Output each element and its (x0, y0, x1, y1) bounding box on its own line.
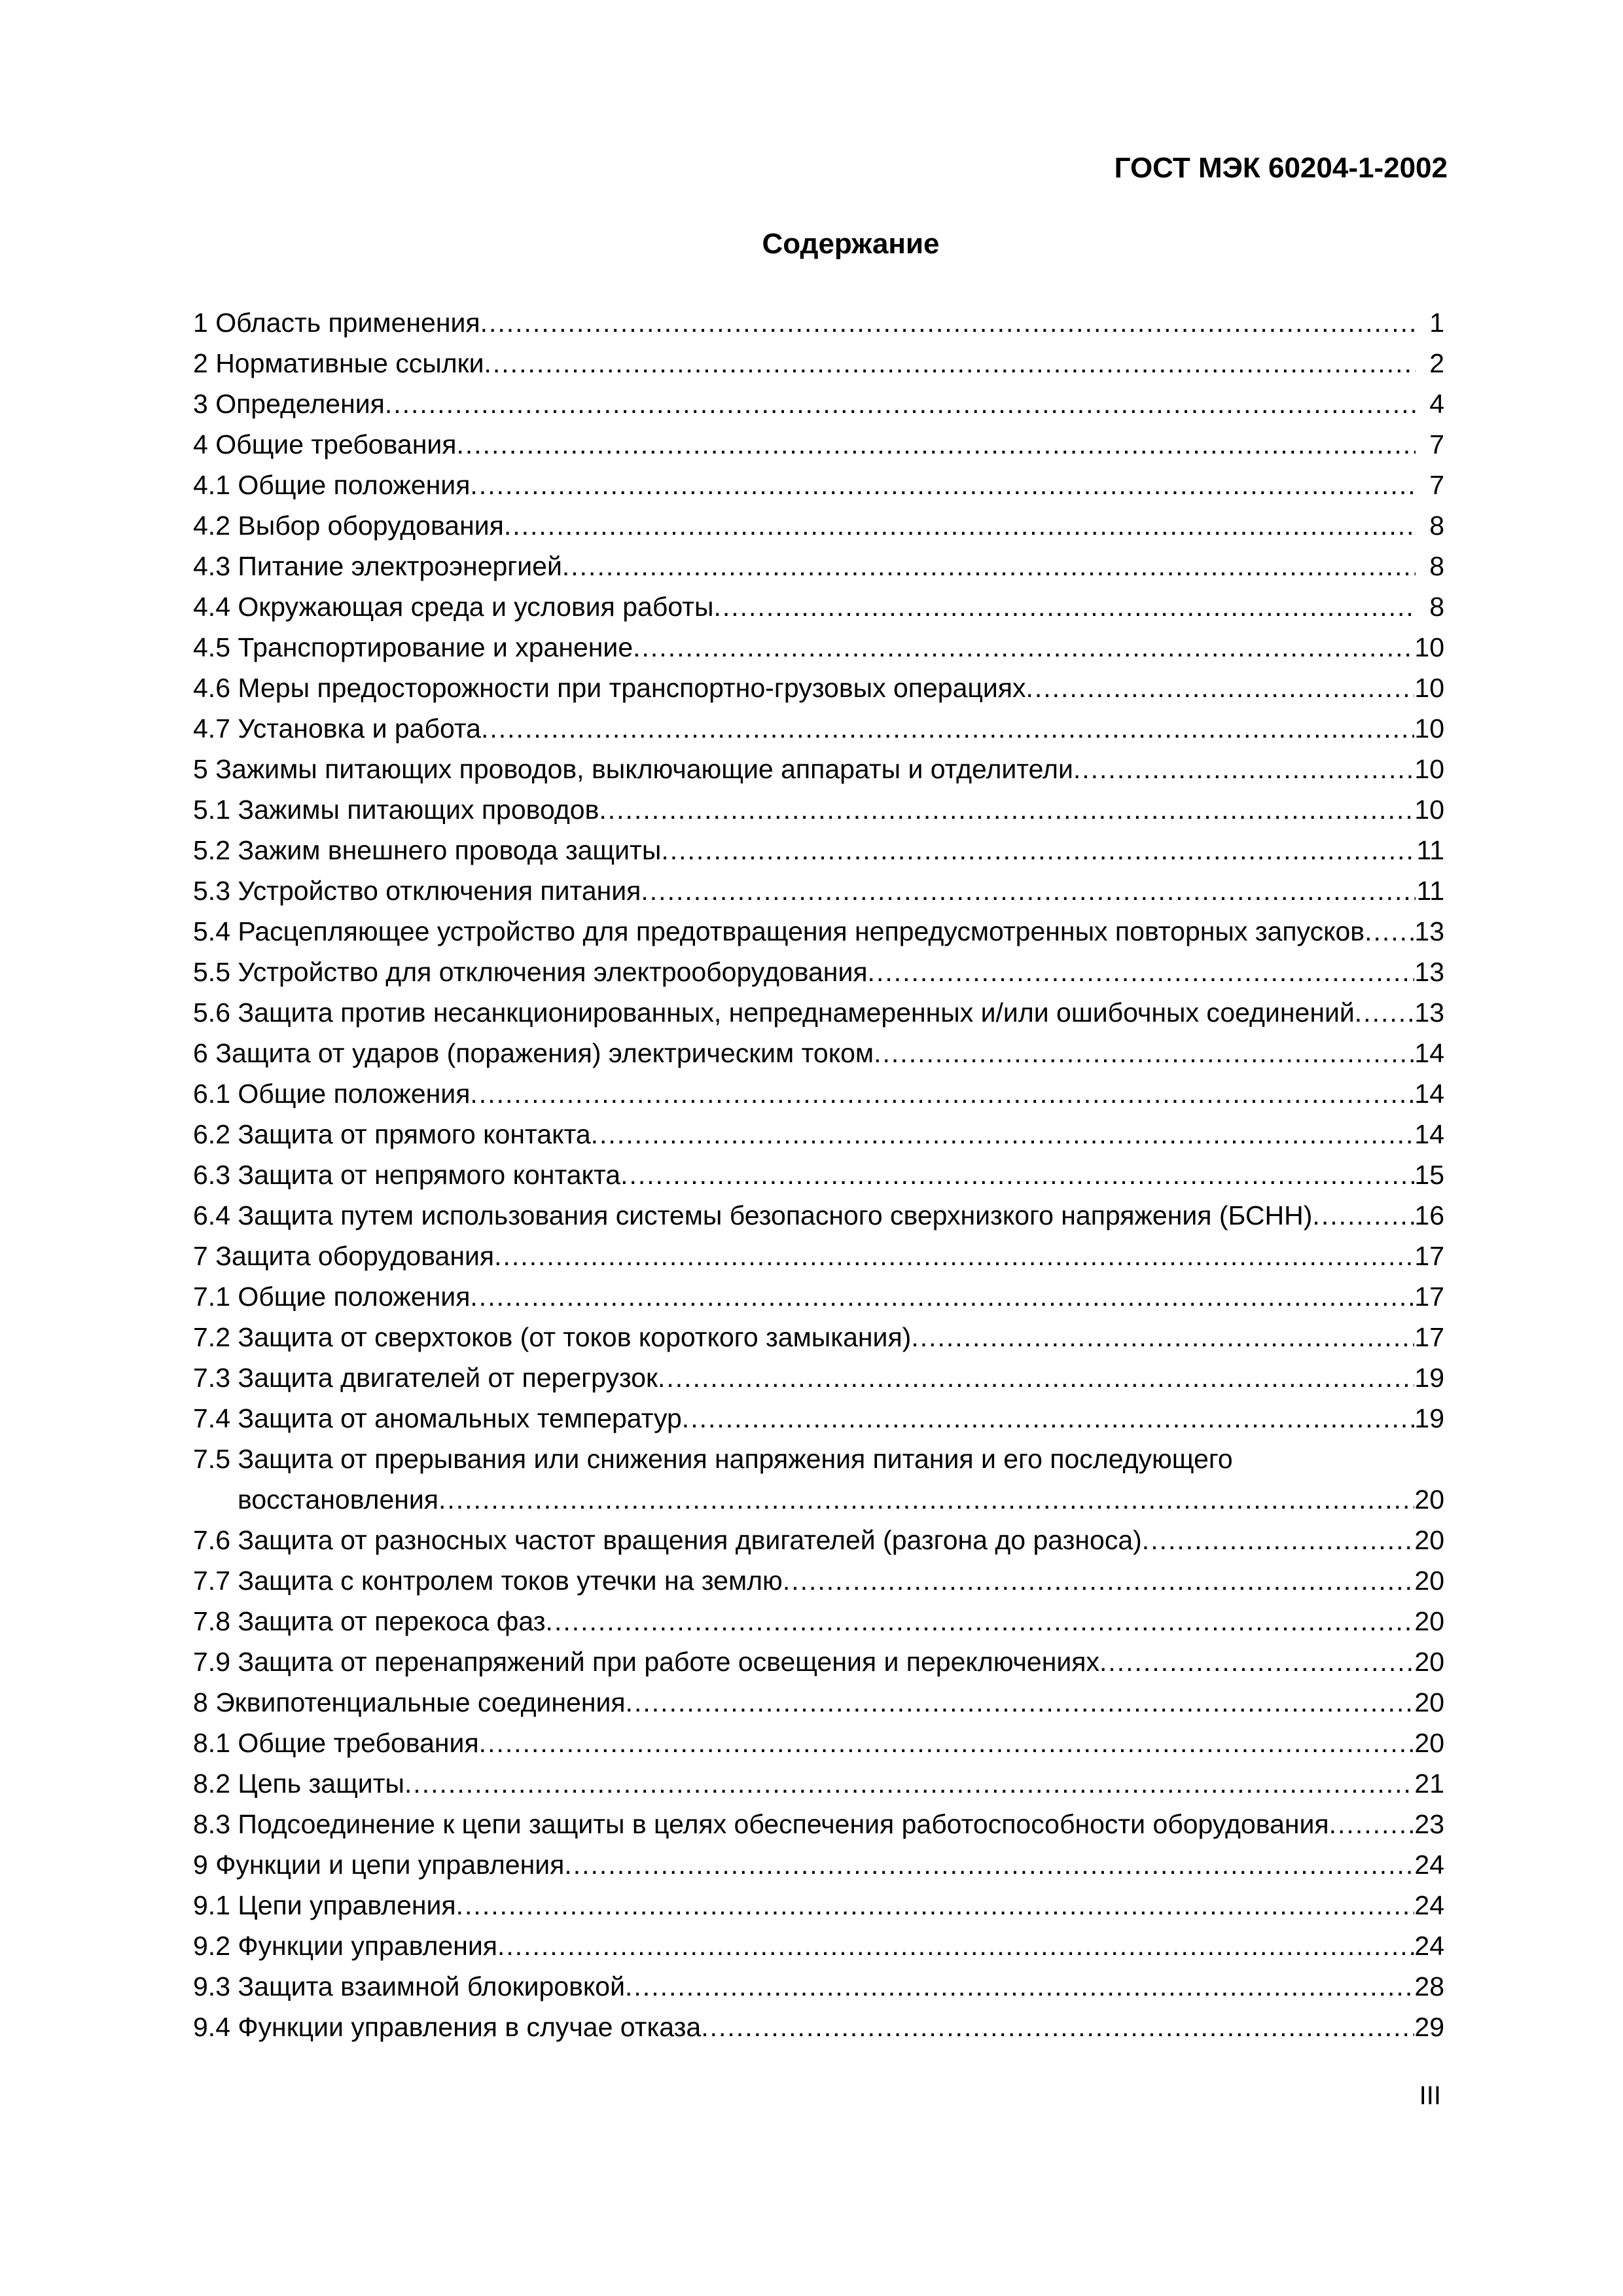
toc-entry-label: 5.3 Устройство отключения питания (193, 876, 641, 906)
toc-entry (193, 992, 1444, 1033)
toc-entry (193, 424, 1444, 465)
toc-row (193, 505, 1444, 546)
toc-dot-leader (470, 1276, 1414, 1317)
toc-entry (193, 1114, 1444, 1155)
toc-dot-leader (497, 1926, 1414, 1966)
toc-entry-page: 23 (1414, 1809, 1444, 1839)
toc-entry (193, 1844, 1444, 1885)
toc-dot-leader (591, 1114, 1415, 1155)
toc-entry-page: 10 (1414, 795, 1444, 825)
toc-entry-label: 7.9 Защита от перенапряжений при работе освещения и переключениях (193, 1647, 1099, 1677)
toc-row (193, 1560, 1444, 1601)
toc-entry-page: 10 (1414, 754, 1444, 784)
toc-entry-label: 3 Определения (193, 389, 385, 419)
toc-entry-label: 4.3 Питание электроэнергией (193, 551, 562, 581)
toc-entry (193, 1601, 1444, 1641)
toc-row (193, 1033, 1444, 1073)
toc-row (193, 1682, 1444, 1723)
toc-dot-leader (713, 586, 1416, 627)
toc-row (193, 749, 1444, 789)
toc-dot-leader (641, 870, 1416, 911)
toc-entry-label: 7.1 Общие положения (193, 1282, 471, 1312)
toc-dot-leader (911, 1317, 1414, 1357)
toc-row (193, 627, 1444, 668)
toc-row (193, 302, 1444, 343)
toc-row (193, 1966, 1444, 2007)
toc-entry-label: 4.6 Меры предосторожности при транспортно-грузовых операциях (193, 673, 1026, 703)
toc-entry (193, 952, 1444, 992)
toc-entry-label: 7.3 Защита двигателей от перегрузок (193, 1363, 658, 1393)
toc-entry-label: 2 Нормативные ссылки (193, 348, 484, 378)
toc-entry (193, 1682, 1444, 1723)
toc-entry-label: 6.1 Общие положения (193, 1079, 471, 1109)
toc-entry-label: 6.4 Защита путем использования системы безопасного сверхнизкого напряжения (БСНН) (193, 1200, 1313, 1230)
toc-entry (193, 708, 1444, 749)
toc-row (193, 1479, 1444, 1520)
toc-dot-leader (783, 1560, 1415, 1601)
document-code: ГОСТ МЭК 60204-1-2002 (1114, 152, 1448, 184)
toc-dot-leader (1355, 992, 1415, 1033)
toc-entry-label: 7.5 Защита от прерывания или снижения напряжения питания и его последующего (193, 1444, 1233, 1474)
toc-entry-page: 10 (1414, 713, 1444, 744)
toc-dot-leader (633, 627, 1414, 668)
toc-entry-label: 8.3 Подсоединение к цепи защиты в целях обеспечения работоспособности оборудования (193, 1809, 1329, 1839)
toc-entry (193, 1966, 1444, 2007)
toc-entry-page: 24 (1414, 1890, 1444, 1920)
table-of-contents (193, 302, 1444, 2047)
toc-dot-leader (599, 789, 1414, 830)
toc-entry (193, 343, 1444, 384)
toc-dot-leader (504, 505, 1416, 546)
toc-entry-page: 20 (1414, 1728, 1444, 1758)
toc-entry-page: 29 (1414, 2012, 1444, 2042)
toc-dot-leader (481, 708, 1414, 749)
toc-entry (193, 1641, 1444, 1682)
toc-dot-leader (1142, 1520, 1415, 1560)
toc-entry-label: 9 Функции и цепи управления (193, 1850, 565, 1880)
page-number: III (1419, 2081, 1441, 2110)
toc-entry (193, 1398, 1444, 1439)
toc-entry-page: 13 (1414, 957, 1444, 987)
toc-entry-page: 15 (1414, 1160, 1444, 1190)
toc-entry-label: 9.2 Функции управления (193, 1931, 497, 1961)
toc-row (193, 668, 1444, 708)
toc-row (193, 1641, 1444, 1682)
toc-entry-label: 4.1 Общие положения (193, 470, 471, 500)
toc-entry-label: 8.2 Цепь защиты (193, 1768, 404, 1799)
toc-row (193, 1601, 1444, 1641)
toc-row (193, 384, 1444, 424)
toc-dot-leader (404, 1763, 1414, 1804)
toc-row (193, 1520, 1444, 1560)
toc-dot-leader (438, 1479, 1414, 1520)
toc-entry (193, 1357, 1444, 1398)
toc-entry-page: 13 (1414, 916, 1444, 946)
toc-row (193, 546, 1444, 586)
toc-row (193, 830, 1444, 870)
toc-entry-page: 24 (1414, 1931, 1444, 1961)
toc-row (193, 952, 1444, 992)
toc-row (193, 2007, 1444, 2047)
toc-entry (193, 546, 1444, 586)
toc-entry (193, 1317, 1444, 1357)
toc-entry-label: 6.3 Защита от непрямого контакта (193, 1160, 621, 1190)
toc-dot-leader (1026, 668, 1414, 708)
toc-entry-page: 4 (1429, 389, 1444, 419)
toc-entry (193, 627, 1444, 668)
toc-entry-label: 6.2 Защита от прямого контакта (193, 1119, 591, 1149)
toc-row (193, 1357, 1444, 1398)
toc-row (193, 789, 1444, 830)
toc-entry (193, 302, 1444, 343)
toc-entry (193, 1195, 1444, 1236)
toc-entry-page: 20 (1414, 1687, 1444, 1717)
toc-row (193, 1195, 1444, 1236)
toc-title: Содержание (762, 228, 940, 260)
toc-entry-label: 9.4 Функции управления в случае отказа (193, 2012, 702, 2042)
toc-entry-page: 20 (1414, 1525, 1444, 1555)
toc-entry-label: 8.1 Общие требования (193, 1728, 479, 1758)
toc-entry (193, 384, 1444, 424)
toc-entry (193, 465, 1444, 505)
toc-entry-label: 7.6 Защита от разносных частот вращения двигателей (разгона до разноса) (193, 1525, 1142, 1555)
toc-entry-label: 7.7 Защита с контролем токов утечки на землю (193, 1566, 783, 1596)
toc-entry-label: восстановления (238, 1484, 438, 1515)
toc-dot-leader (385, 384, 1416, 424)
toc-entry-label: 9.1 Цепи управления (193, 1890, 456, 1920)
toc-dot-leader (626, 1682, 1415, 1723)
toc-dot-leader (1312, 1195, 1414, 1236)
toc-entry-label: 5.1 Зажимы питающих проводов (193, 795, 599, 825)
toc-entry-label: 7.4 Защита от аномальных температур (193, 1403, 682, 1433)
toc-row (193, 1398, 1444, 1439)
toc-entry (193, 870, 1444, 911)
toc-dot-leader (494, 1236, 1414, 1276)
toc-entry-page: 21 (1414, 1768, 1444, 1799)
toc-entry-label: 5.2 Зажим внешнего провода защиты (193, 835, 662, 865)
toc-entry-page: 10 (1414, 673, 1444, 703)
toc-entry-page: 28 (1414, 1971, 1444, 2001)
toc-entry-page: 7 (1429, 470, 1444, 500)
toc-entry-page: 8 (1429, 511, 1444, 541)
toc-row (193, 1155, 1444, 1195)
toc-row (193, 992, 1444, 1033)
toc-row (193, 1804, 1444, 1844)
toc-entry-label: 1 Область применения (193, 308, 480, 338)
toc-entry-page: 11 (1416, 835, 1444, 865)
toc-entry-label: 9.3 Защита взаимной блокировкой (193, 1971, 626, 2001)
toc-entry-page: 24 (1414, 1850, 1444, 1880)
toc-row (193, 1317, 1444, 1357)
toc-dot-leader (564, 1844, 1414, 1885)
toc-entry-page: 20 (1414, 1606, 1444, 1636)
toc-entry (193, 911, 1444, 952)
toc-entry (193, 749, 1444, 789)
toc-entry-label: 5.4 Расцепляющее устройство для предотвращения непредусмотренных повторных запусков (193, 916, 1365, 946)
toc-entry (193, 1723, 1444, 1763)
toc-row (193, 586, 1444, 627)
toc-entry-page: 14 (1414, 1119, 1444, 1149)
toc-entry-page: 20 (1414, 1484, 1444, 1515)
toc-entry-label: 8 Эквипотенциальные соединения (193, 1687, 626, 1717)
toc-dot-leader (479, 1723, 1415, 1763)
toc-entry (193, 1560, 1444, 1601)
toc-entry-label: 7 Защита оборудования (193, 1241, 495, 1271)
toc-entry-page: 17 (1414, 1322, 1444, 1352)
toc-dot-leader (1099, 1641, 1414, 1682)
toc-row (193, 911, 1444, 952)
toc-row (193, 708, 1444, 749)
toc-entry-page: 8 (1429, 551, 1444, 581)
toc-entry (193, 1520, 1444, 1560)
toc-dot-leader (456, 1885, 1415, 1926)
toc-dot-leader (661, 830, 1416, 870)
toc-dot-leader (1073, 749, 1415, 789)
toc-entry-page: 17 (1414, 1241, 1444, 1271)
toc-entry (193, 668, 1444, 708)
toc-entry (193, 1276, 1444, 1317)
toc-entry (193, 505, 1444, 546)
toc-entry-page: 19 (1414, 1403, 1444, 1433)
toc-entry-page: 11 (1416, 876, 1444, 906)
toc-dot-leader (546, 1601, 1415, 1641)
toc-entry-page: 13 (1414, 997, 1444, 1028)
toc-row (193, 1073, 1444, 1114)
toc-entry (193, 830, 1444, 870)
toc-entry (193, 1033, 1444, 1073)
toc-entry (193, 2007, 1444, 2047)
toc-dot-leader (868, 952, 1415, 992)
toc-entry-page: 17 (1414, 1282, 1444, 1312)
toc-entry-label: 5 Зажимы питающих проводов, выключающие аппараты и отделители (193, 754, 1073, 784)
toc-entry-page: 10 (1414, 632, 1444, 662)
toc-row (193, 1885, 1444, 1926)
toc-dot-leader (470, 465, 1416, 505)
toc-dot-leader (658, 1357, 1414, 1398)
toc-entry (193, 1073, 1444, 1114)
toc-entry-page: 7 (1429, 429, 1444, 459)
toc-entry-label: 4.5 Транспортирование и хранение (193, 632, 633, 662)
toc-entry-page: 14 (1414, 1038, 1444, 1068)
toc-entry-label: 5.6 Защита против несанкционированных, непреднамеренных и/или ошибочных соединений (193, 997, 1355, 1028)
toc-dot-leader (682, 1398, 1415, 1439)
toc-row (193, 1114, 1444, 1155)
toc-row (193, 1236, 1444, 1276)
toc-entry-page: 2 (1429, 348, 1444, 378)
toc-entry (193, 586, 1444, 627)
toc-entry (193, 1236, 1444, 1276)
toc-entry-label: 4 Общие требования (193, 429, 457, 459)
toc-entry (193, 789, 1444, 830)
toc-dot-leader (620, 1155, 1414, 1195)
toc-entry-page: 19 (1414, 1363, 1444, 1393)
toc-entry-label: 4.4 Окружающая среда и условия работы (193, 592, 714, 622)
toc-dot-leader (625, 1966, 1414, 2007)
toc-entry-label: 4.7 Установка и работа (193, 713, 481, 744)
toc-entry (193, 1804, 1444, 1844)
toc-entry-label: 5.5 Устройство для отключения электрооборудования (193, 957, 868, 987)
toc-entry (193, 1439, 1444, 1520)
toc-row (193, 1844, 1444, 1885)
toc-entry-page: 16 (1414, 1200, 1444, 1230)
toc-entry-label: 7.8 Защита от перекоса фаз (193, 1606, 546, 1636)
toc-dot-leader (1329, 1804, 1415, 1844)
toc-entry (193, 1155, 1444, 1195)
toc-row (193, 1276, 1444, 1317)
toc-row (193, 424, 1444, 465)
toc-entry-page: 20 (1414, 1647, 1444, 1677)
toc-row (193, 465, 1444, 505)
toc-entry-label: 6 Защита от ударов (поражения) электрическим током (193, 1038, 874, 1068)
toc-row (193, 1926, 1444, 1966)
toc-dot-leader (456, 424, 1416, 465)
toc-dot-leader (1364, 911, 1414, 952)
toc-entry-page: 14 (1414, 1079, 1444, 1109)
toc-entry-page: 1 (1429, 308, 1444, 338)
toc-dot-leader (874, 1033, 1414, 1073)
toc-entry (193, 1763, 1444, 1804)
toc-row (193, 1723, 1444, 1763)
toc-entry-label: 7.2 Защита от сверхтоков (от токов короткого замыкания) (193, 1322, 912, 1352)
toc-entry-page: 20 (1414, 1566, 1444, 1596)
toc-dot-leader (470, 1073, 1414, 1114)
toc-entry (193, 1926, 1444, 1966)
toc-entry-page: 8 (1429, 592, 1444, 622)
toc-dot-leader (480, 302, 1416, 343)
toc-row (193, 1763, 1444, 1804)
toc-dot-leader (484, 343, 1416, 384)
toc-dot-leader (701, 2007, 1414, 2047)
toc-row (193, 343, 1444, 384)
toc-row (193, 870, 1444, 911)
toc-entry-label: 4.2 Выбор оборудования (193, 511, 504, 541)
toc-entry (193, 1885, 1444, 1926)
toc-dot-leader (562, 546, 1416, 586)
